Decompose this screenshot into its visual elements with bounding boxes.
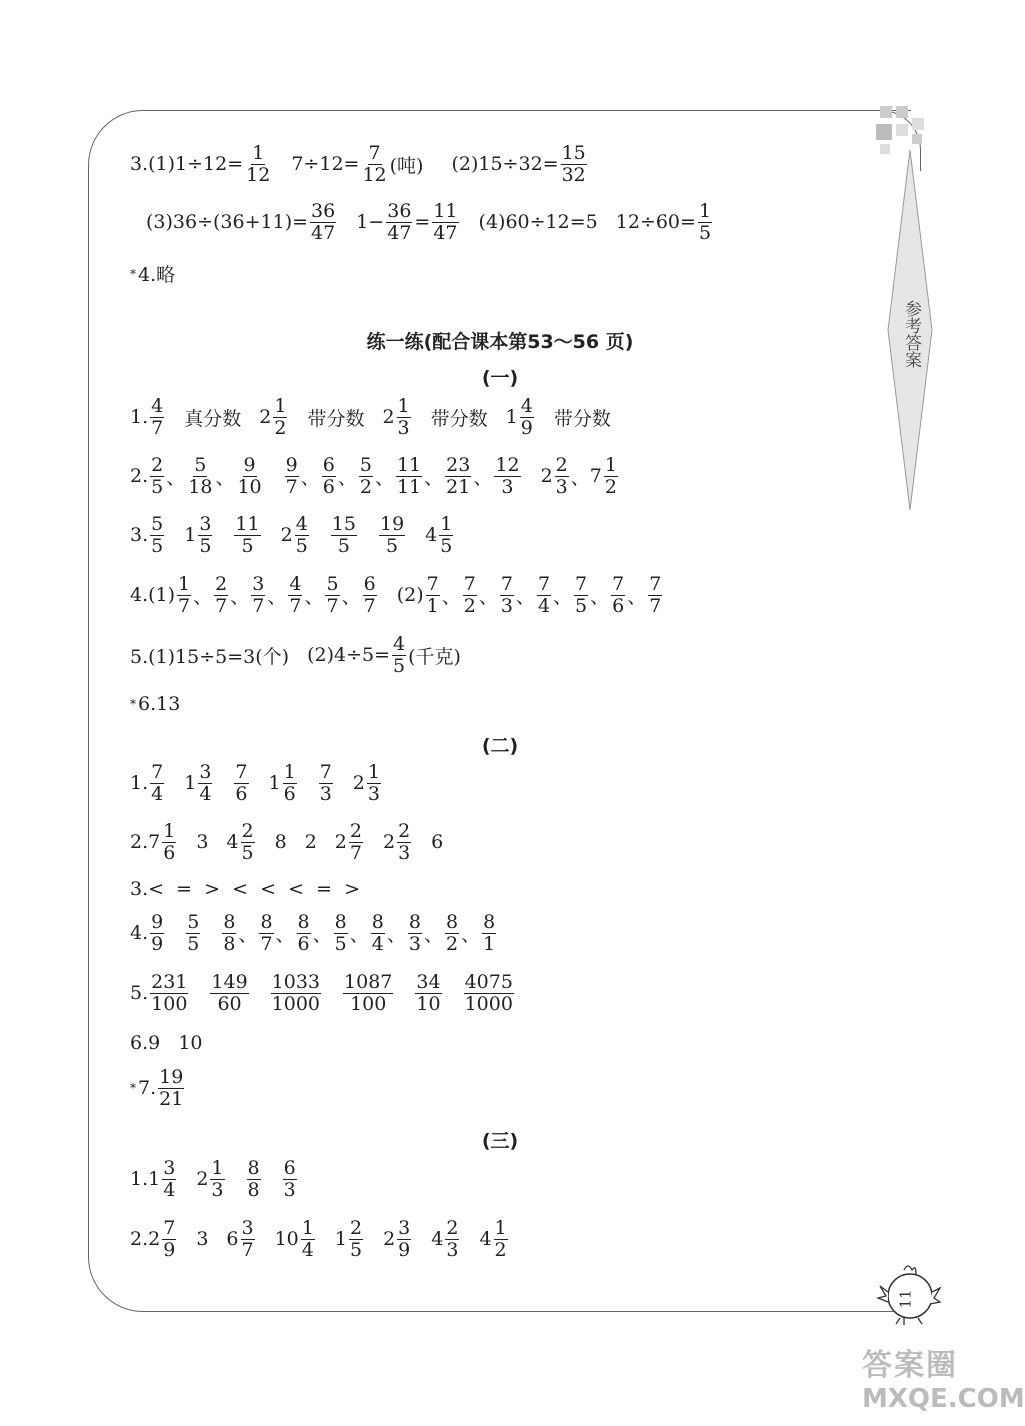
answer-3a: 3.(1)1÷12= $\frac{1}{12}$ 7÷12= $\frac{7}{12}$ (吨) (2)15÷32= $\frac{15}{32}$: [130, 142, 586, 186]
fraction: $\frac{1}{6}$: [163, 820, 176, 864]
fraction: $\frac{5}{2}$: [359, 454, 372, 498]
fraction: $\frac{2}{3}$: [398, 820, 411, 864]
fraction: $\frac{4075}{1000}$: [464, 971, 513, 1015]
fraction: $\frac{4}{7}$: [289, 573, 302, 617]
fraction: $\frac{7}{7}$: [649, 573, 662, 617]
s2-answer-7: * 7. $\frac{19}{21}$: [130, 1066, 184, 1110]
fraction: $\frac{1}{3}$: [397, 395, 410, 439]
fraction: $\frac{7}{3}$: [500, 573, 513, 617]
fraction: $\frac{1}{2}$: [274, 395, 287, 439]
fraction: $\frac{8}{6}$: [297, 911, 310, 955]
fraction: $\frac{1}{3}$: [211, 1157, 224, 1201]
s1-answer-5: 5.(1)15÷5=3(个) (2)4÷5= $\frac{4}{5}$ (千克): [130, 633, 461, 677]
fraction: $\frac{3}{4}$: [199, 761, 212, 805]
fraction: $\frac{6}{6}$: [322, 454, 335, 498]
s3-answer-1: 1.1 $\frac{3}{4}$ 2 $\frac{1}{3}$ $\frac{8}{8}$ $\frac{6}{3}$: [130, 1157, 296, 1201]
fraction: $\frac{8}{3}$: [408, 911, 421, 955]
fraction: $\frac{3}{4}$: [163, 1157, 176, 1201]
fraction: $\frac{7}{5}$: [575, 573, 588, 617]
fraction: $\frac{1}{5}$: [698, 200, 712, 244]
s2-answer-3: 3.< = > < < < = >: [130, 878, 361, 900]
fraction: $\frac{34}{10}$: [416, 971, 441, 1015]
fraction: $\frac{15}{32}$: [561, 142, 586, 186]
fraction: $\frac{19}{21}$: [159, 1066, 184, 1110]
fraction: $\frac{4}{9}$: [520, 395, 533, 439]
fraction: $\frac{3}{7}$: [252, 573, 265, 617]
s1-answer-1: 1. $\frac{4}{7}$ 真分数 2 $\frac{1}{2}$ 带分数 2 $\frac{1}{3}$ 带分数 1 $\frac{4}{9}$ 带分数: [130, 395, 611, 439]
fraction: $\frac{7}{6}$: [235, 761, 248, 805]
s2-answer-1: 1. $\frac{7}{4}$ 1 $\frac{3}{4}$ $\frac{7}{6}$ 1 $\frac{1}{6}$ $\frac{7}{3}$ 2 $\frac{1}{3}$: [130, 761, 380, 805]
subsection-title-1: (一): [481, 367, 519, 389]
section-heading: 练一练(配合课本第53～56 页): [366, 331, 634, 353]
fraction: $\frac{8}{7}$: [260, 911, 273, 955]
fraction: $\frac{2}{5}$: [349, 1217, 363, 1261]
fraction: $\frac{1}{5}$: [440, 513, 453, 557]
fraction: $\frac{149}{60}$: [211, 971, 248, 1015]
fraction: $\frac{36}{47}$: [311, 200, 336, 244]
fraction: $\frac{7}{2}$: [463, 573, 476, 617]
fraction: $\frac{9}{7}$: [285, 454, 298, 498]
fraction: $\frac{1}{7}$: [178, 573, 191, 617]
fraction: $\frac{3}{7}$: [241, 1217, 254, 1261]
fraction: $\frac{4}{5}$: [295, 513, 308, 557]
fraction: $\frac{2}{3}$: [555, 454, 568, 498]
fraction: $\frac{9}{9}$: [151, 911, 164, 955]
fraction: $\frac{15}{5}$: [331, 513, 356, 557]
fraction: $\frac{5}{7}$: [326, 573, 339, 617]
fraction: $\frac{5}{18}$: [188, 454, 213, 498]
fraction: $\frac{6}{3}$: [283, 1157, 296, 1201]
s2-answer-6: 6.9 10: [130, 1032, 203, 1054]
subsection-title-3: (三): [481, 1130, 519, 1152]
fraction: $\frac{8}{1}$: [483, 911, 496, 955]
fraction: $\frac{5}{5}$: [187, 911, 200, 955]
fraction: $\frac{7}{4}$: [151, 761, 164, 805]
fraction: $\frac{1}{4}$: [301, 1217, 314, 1261]
fraction: $\frac{2}{3}$: [446, 1217, 459, 1261]
fraction: $\frac{5}{5}$: [151, 513, 164, 557]
answer-3b: (3)36÷(36+11)= $\frac{36}{47}$ 1− $\frac{36}{47}$ = $\frac{11}{47}$ (4)60÷12=5 12÷60= $\frac{1}{5}$: [146, 200, 712, 244]
sidebar-label: 参考答案: [901, 300, 921, 368]
s3-answer-2: 2.2 $\frac{7}{9}$ 3 6 $\frac{3}{7}$ 10 $\frac{1}{4}$ 1 $\frac{2}{5}$ 2 $\frac{3}{9}$ 4 $\frac{2}{3}$ 4 $\frac{1}{2}$: [130, 1217, 507, 1261]
s1-answer-6: * 6.13: [130, 693, 181, 715]
fraction: $\frac{11}{47}$: [433, 200, 458, 244]
fraction: $\frac{2}{7}$: [215, 573, 228, 617]
fraction: $\frac{1}{2}$: [604, 454, 617, 498]
s2-answer-5: 5. $\frac{231}{100}$ $\frac{149}{60}$ $\frac{1033}{1000}$ $\frac{1087}{100}$ $\frac{34}{10}$ $\frac{4075}{1000}$: [130, 971, 513, 1015]
fraction: $\frac{3}{9}$: [398, 1217, 411, 1261]
fraction: $\frac{1087}{100}$: [344, 971, 393, 1015]
fraction: $\frac{36}{47}$: [387, 200, 412, 244]
fraction: $\frac{9}{10}$: [237, 454, 262, 498]
answer-4: * 4.略: [130, 264, 176, 286]
fraction: $\frac{1}{6}$: [283, 761, 296, 805]
fraction: $\frac{12}{3}$: [495, 454, 520, 498]
fraction: $\frac{4}{5}$: [393, 633, 406, 677]
watermark: 答案圈 MXQE.COM: [862, 1348, 1025, 1414]
page-number: 11: [896, 1289, 915, 1309]
fraction: $\frac{7}{1}$: [426, 573, 439, 617]
fraction: $\frac{1}{12}$: [246, 142, 271, 186]
subsection-title-2: (二): [481, 735, 519, 757]
fraction: $\frac{8}{5}$: [334, 911, 347, 955]
fraction: $\frac{8}{8}$: [223, 911, 236, 955]
fraction: $\frac{231}{100}$: [151, 971, 188, 1015]
fraction: $\frac{8}{4}$: [371, 911, 384, 955]
s2-answer-2: 2.7 $\frac{1}{6}$ 3 4 $\frac{2}{5}$ 8 2 2 $\frac{2}{7}$ 2 $\frac{2}{3}$ 6: [130, 820, 444, 864]
fraction: $\frac{7}{9}$: [163, 1217, 176, 1261]
s1-answer-2: 2. $\frac{2}{5}$ 、 $\frac{5}{18}$ 、 $\frac{9}{10}$ $\frac{9}{7}$ 、 $\frac{6}{6}$ 、 $\frac{5}{2}$ 、 $\frac{11}{11}$ 、 $\frac{23}{21}$ 、 $\frac{12}{3}$ 2 $\frac{2}{3}$ 、 7 $\frac{1}{2}$: [130, 454, 617, 498]
fraction: $\frac{2}{7}$: [349, 820, 362, 864]
fraction: $\frac{11}{5}$: [235, 513, 260, 557]
fraction: $\frac{7}{12}$: [362, 142, 387, 186]
s1-answer-4: 4.(1) $\frac{1}{7}$ 、 $\frac{2}{7}$ 、 $\frac{3}{7}$ 、 $\frac{4}{7}$ 、 $\frac{5}{7}$ 、 $\frac{6}{7}$ (2) $\frac{7}{1}$ 、 $\frac{7}{2}$ 、 $\frac{7}{3}$ 、 $\frac{7}{4}$ 、 $\frac{7}{5}$ 、 $\frac{7}{6}$ 、 $\frac{7}{7}$: [130, 573, 662, 617]
fraction: $\frac{23}{21}$: [446, 454, 471, 498]
fraction: $\frac{1033}{1000}$: [271, 971, 321, 1015]
fraction: $\frac{8}{8}$: [247, 1157, 260, 1201]
fraction: $\frac{19}{5}$: [379, 513, 405, 557]
fraction: $\frac{7}{6}$: [612, 573, 625, 617]
fraction: $\frac{2}{5}$: [151, 454, 164, 498]
fraction: $\frac{6}{7}$: [363, 573, 376, 617]
s2-answer-4: 4. $\frac{9}{9}$ $\frac{5}{5}$ $\frac{8}{8}$ 、 $\frac{8}{7}$ 、 $\frac{8}{6}$ 、 $\frac{8}{5}$ 、 $\frac{8}{4}$ 、 $\frac{8}{3}$ 、 $\frac{8}{2}$ 、 $\frac{8}{1}$: [130, 911, 496, 955]
fraction: $\frac{8}{2}$: [445, 911, 459, 955]
fraction: $\frac{11}{11}$: [396, 454, 422, 498]
fraction: $\frac{7}{4}$: [537, 573, 551, 617]
fraction: $\frac{1}{3}$: [367, 761, 380, 805]
fraction: $\frac{4}{7}$: [151, 395, 164, 439]
s1-answer-3: 3. $\frac{5}{5}$ 1 $\frac{3}{5}$ $\frac{11}{5}$ 2 $\frac{4}{5}$ $\frac{15}{5}$ $\frac{19}{5}$ 4 $\frac{1}{5}$: [130, 513, 453, 557]
fraction: $\frac{7}{3}$: [319, 761, 332, 805]
fraction: $\frac{1}{2}$: [494, 1217, 507, 1261]
fraction: $\frac{2}{5}$: [241, 820, 254, 864]
fraction: $\frac{3}{5}$: [199, 513, 212, 557]
